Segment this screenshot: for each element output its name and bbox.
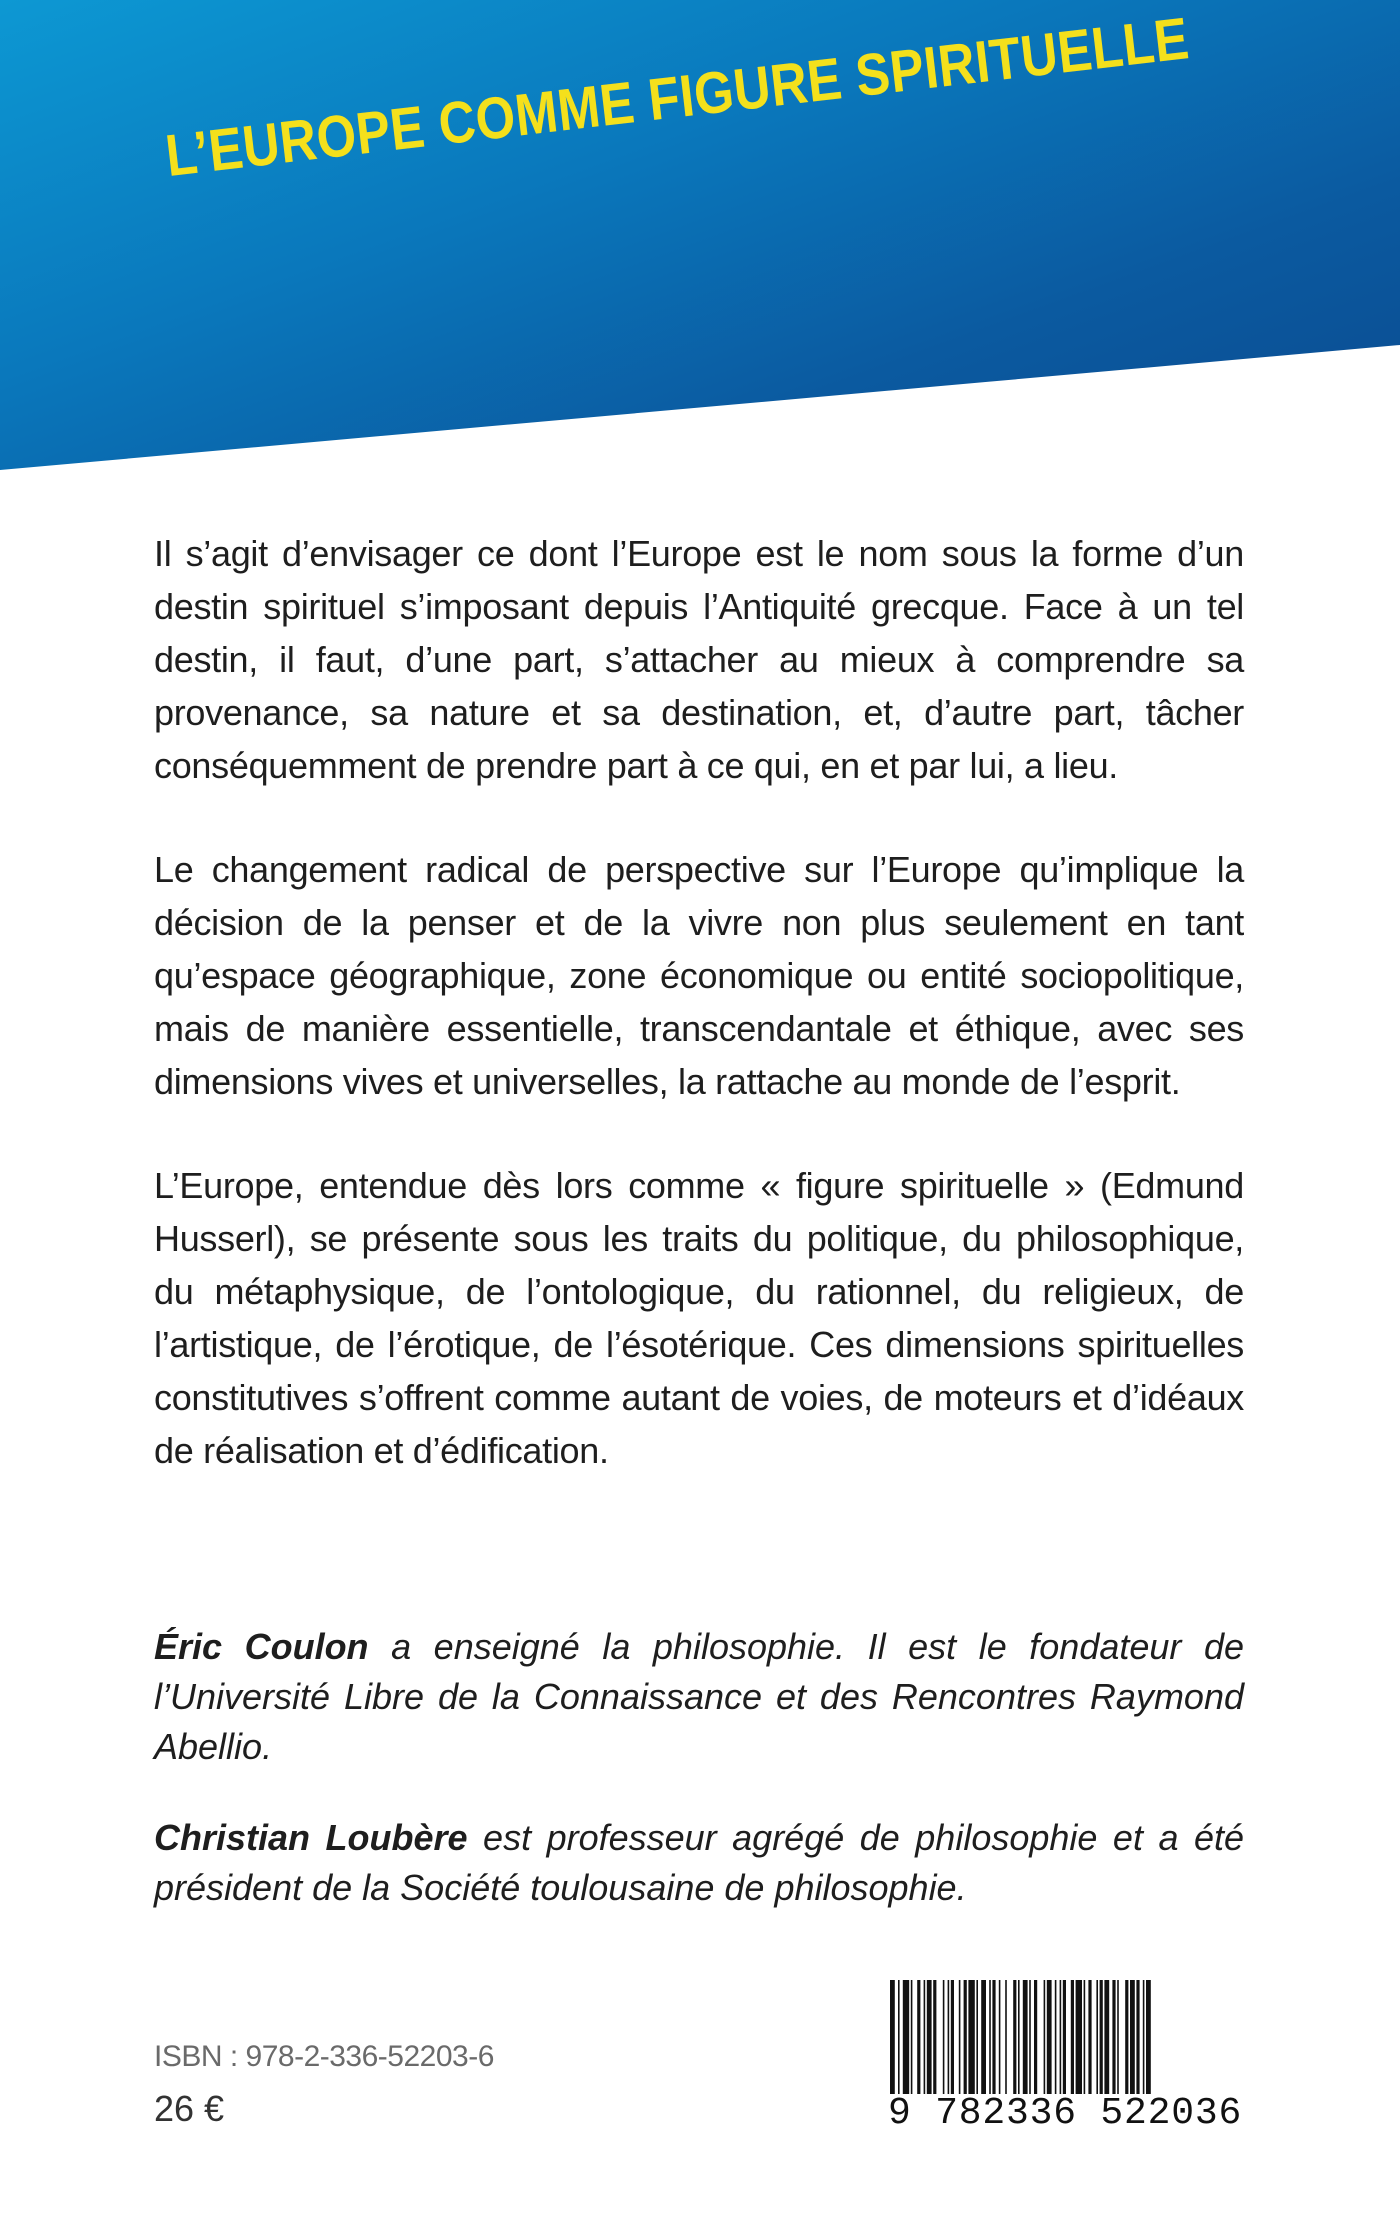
author-bio-1 — [154, 1622, 1244, 1772]
blurb-paragraph-1: Il s’agit d’envisager ce dont l’Europe est le nom sous la forme d’un destin spirituel s’imposant depuis l’Antiquité grecque. Face à un tel destin, il faut, d’une part, s’attacher au mieux à comprendre sa provenance, sa nature et sa destination, et, d’autre part, tâcher conséquemment de prendre part à ce qui, en et par lui, a lieu. — [154, 533, 1244, 786]
author-bio-text-2: est professeur agrégé de philosophie et a été président de la Société toulousaine de philosophie. — [154, 1817, 1245, 1908]
author-bio-2 — [154, 1813, 1244, 1913]
barcode — [888, 1980, 1250, 2135]
barcode-bars — [888, 1980, 1250, 2110]
author-name-2: Christian Loubère — [154, 1817, 468, 1858]
blurb-paragraph-2: Le changement radical de perspective sur l’Europe qu’implique la décision de la penser et de la vivre non plus seulement en tant qu’espace géographique, zone économique ou entité sociopolitique, mais de manière essentielle, transcendantale et éthique, avec ses dimensions vives et universelles, la rattache au monde de l’esprit. — [154, 849, 1244, 1102]
price-text: 26 € — [154, 2088, 225, 2129]
author-bio-text-1: a enseigné la philosophie. Il est le fondateur de l’Université Libre de la Connaissance et des Rencontres Raymond Abellio. — [154, 1626, 1244, 1767]
barcode-digits: 9 782336 522036 — [888, 2094, 1250, 2134]
isbn-text: ISBN : 978-2-336-52203-6 — [154, 2040, 494, 2073]
blurb-paragraph-3: L’Europe, entendue dès lors comme « figure spirituelle » (Edmund Husserl), se présente sous les traits du politique, du philosophique, du métaphysique, de l’ontologique, du rationnel, du religieux, de l’artistique, de l’érotique, de l’ésotérique. Ces dimensions spirituelles constitutives s’offrent comme autant de voies, de moteurs et d’idéaux de réalisation et d’édification. — [154, 1165, 1244, 1471]
book-title: L’EUROPE COMME FIGURE SPIRITUELLE — [162, 5, 1193, 190]
blurb — [154, 527, 1244, 1528]
author-bios — [154, 1622, 1244, 1954]
author-name-1: Éric Coulon — [154, 1626, 369, 1667]
